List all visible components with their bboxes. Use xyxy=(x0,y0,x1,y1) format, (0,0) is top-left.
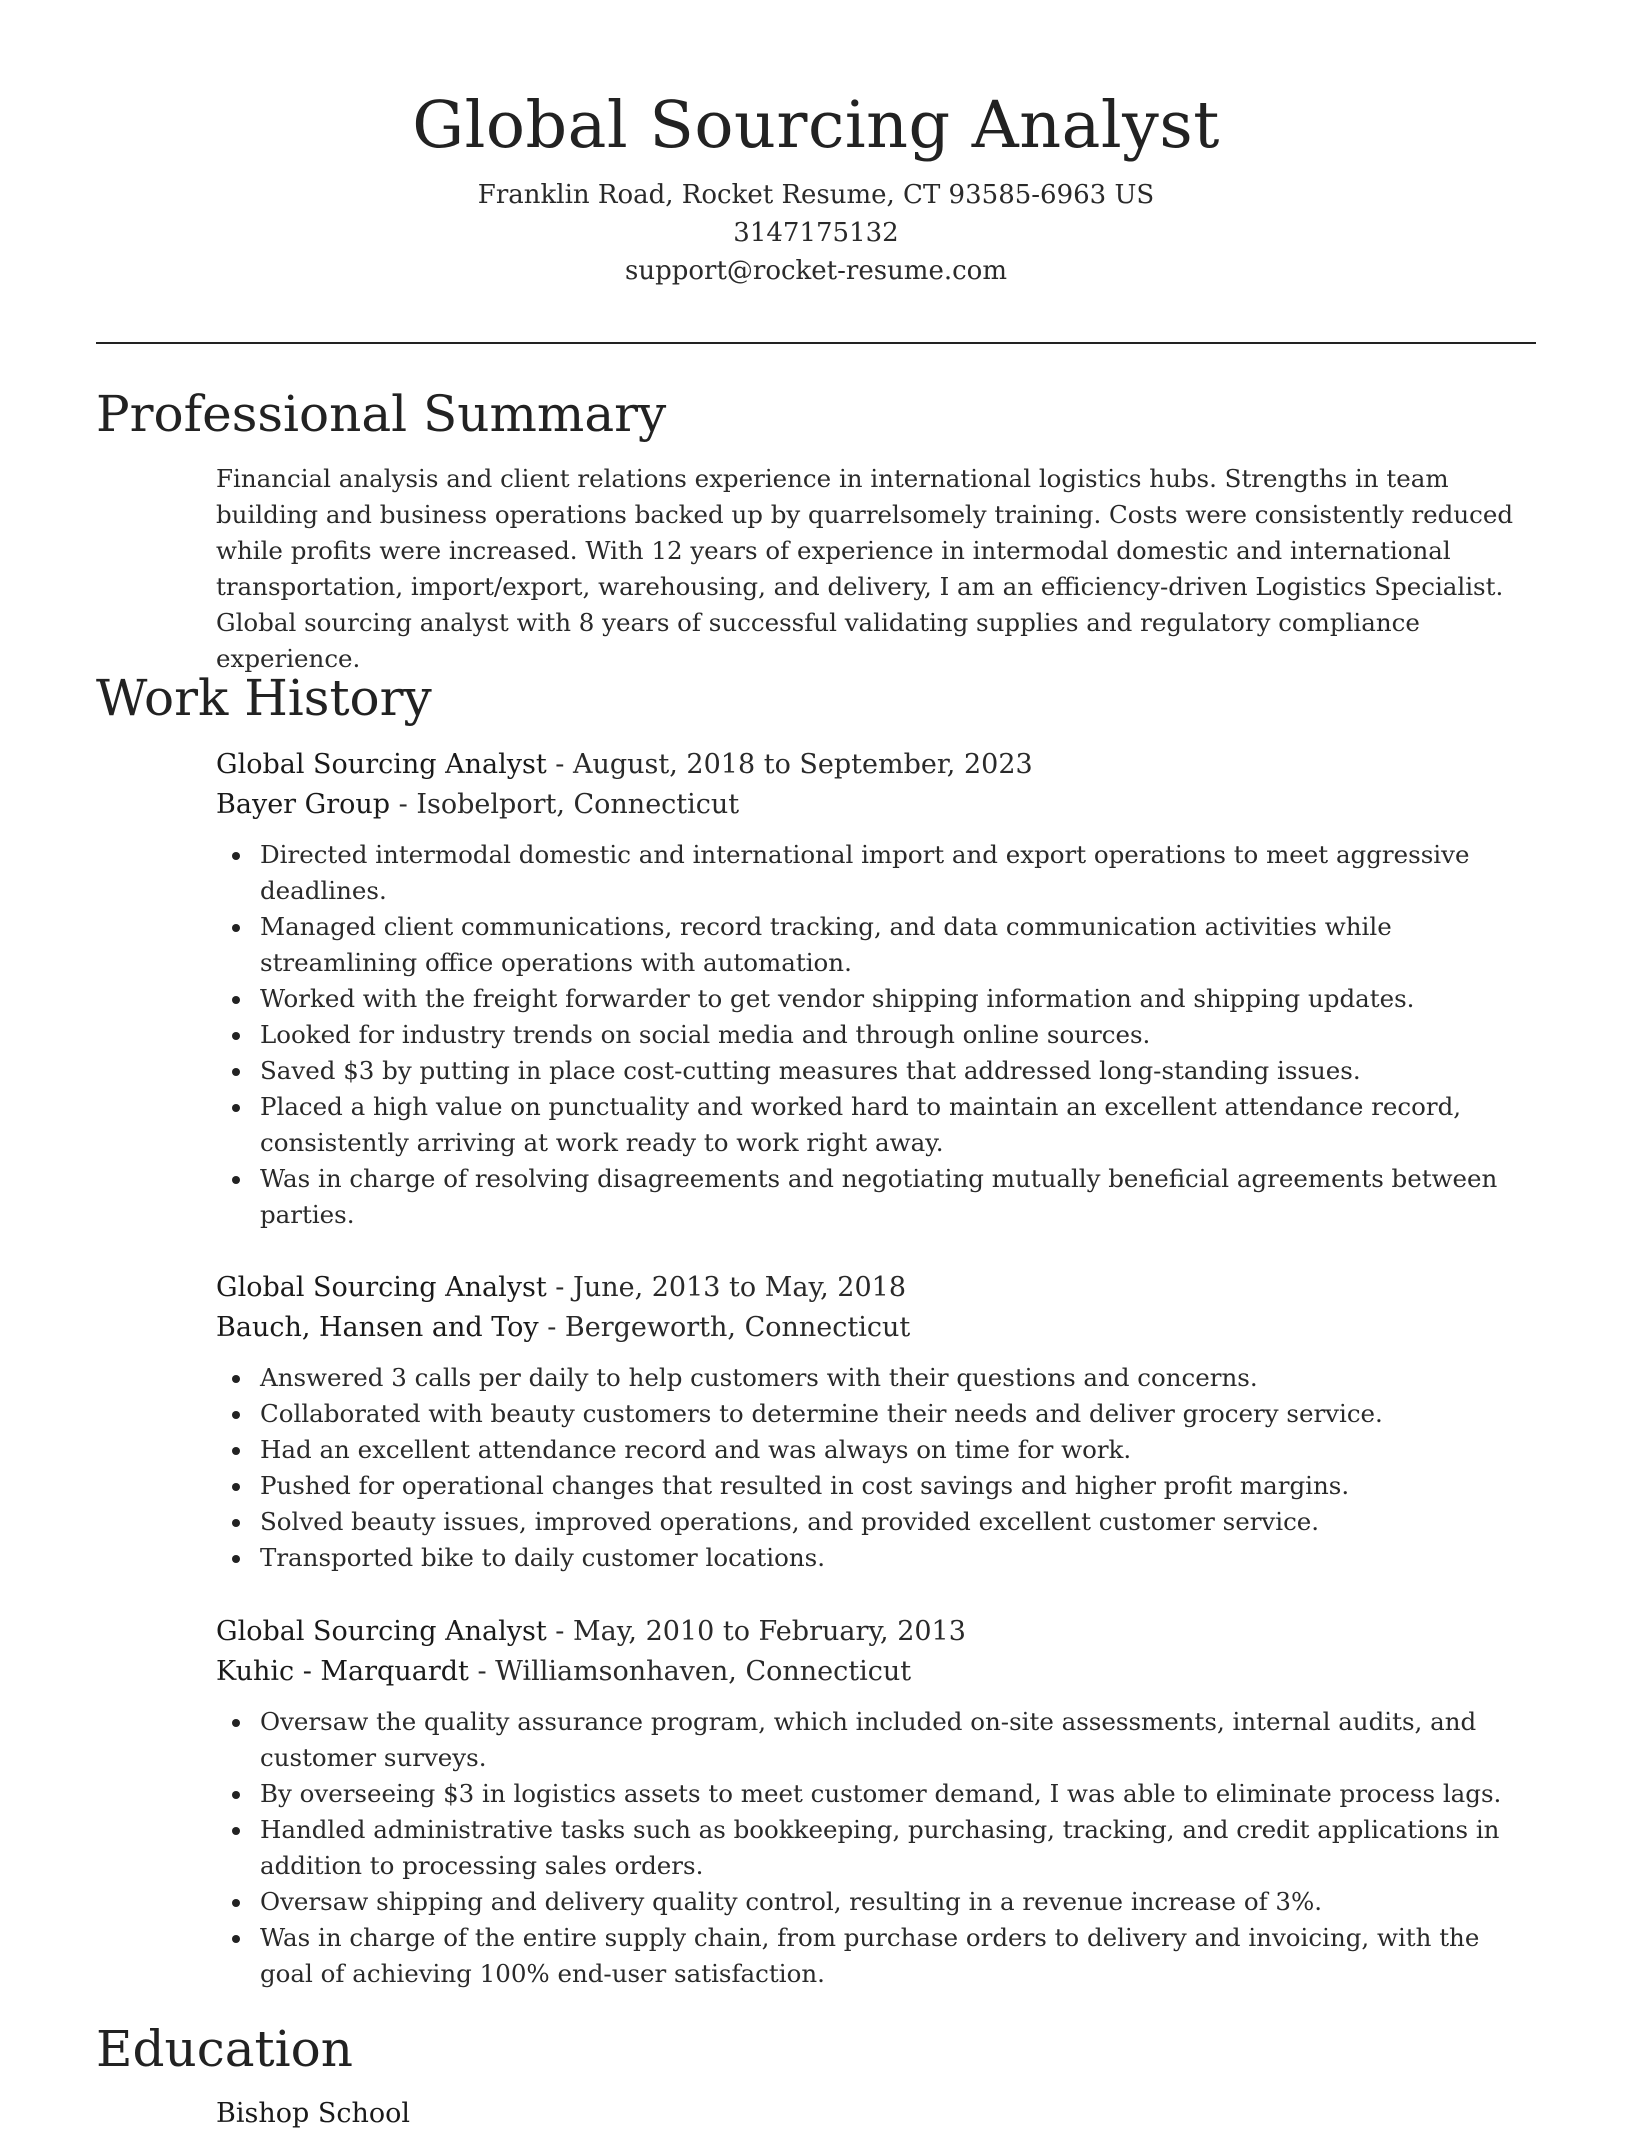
summary-text: Financial analysis and client relations experience in international logistics hubs. Strengths in team building and business operations backed up by quarrelsomely training. Costs were consistently reduced while profits were increased. With 12 years of experience in intermodal domestic and international transportation, import/export, warehousing, and delivery, I am an efficiency-driven Logistics Specialist. Global sourcing analyst with 8 years of successful validating supplies and regulatory compliance experience. xyxy=(216,464,1514,673)
job-title-line xyxy=(216,1612,1536,1652)
job-company: Kuhic - Marquardt xyxy=(216,1656,469,1687)
contact-email: support@rocket-resume.com xyxy=(624,256,1007,286)
job-bullets xyxy=(216,1704,1536,1992)
education-heading: Education xyxy=(96,2020,353,2078)
candidate-name: Global Sourcing Analyst xyxy=(412,88,1220,163)
job-bullet: Solved beauty issues, improved operations, and provided excellent customer service. xyxy=(260,1504,1536,1540)
job-title: Global Sourcing Analyst xyxy=(216,1616,547,1647)
job-dates: - May, 2010 to February, 2013 xyxy=(546,1616,966,1647)
header-divider xyxy=(96,342,1536,344)
job-bullets xyxy=(216,1360,1536,1576)
job-company: Bauch, Hansen and Toy xyxy=(216,1312,539,1343)
job-bullet: By overseeing $3 in logistics assets to meet customer demand, I was able to eliminate process lags. xyxy=(260,1776,1536,1812)
education-school: Bishop School xyxy=(216,2098,410,2129)
job-bullet: Saved $3 by putting in place cost-cutting measures that addressed long-standing issues. xyxy=(260,1053,1536,1089)
job-bullet: Was in charge of the entire supply chain, from purchase orders to delivery and invoicing, with the goal of achieving 100% end-user satisfaction. xyxy=(260,1920,1536,1992)
job-bullet: Had an excellent attendance record and was always on time for work. xyxy=(260,1432,1536,1468)
job-location: - Isobelport, Connecticut xyxy=(390,789,740,820)
job-title: Global Sourcing Analyst xyxy=(216,749,547,780)
job-location: - Williamsonhaven, Connecticut xyxy=(468,1656,912,1687)
job-bullet: Oversaw shipping and delivery quality control, resulting in a revenue increase of 3%. xyxy=(260,1884,1536,1920)
summary-heading: Professional Summary xyxy=(96,385,667,443)
job-bullet: Collaborated with beauty customers to determine their needs and deliver grocery service. xyxy=(260,1396,1536,1432)
job-bullet: Transported bike to daily customer locations. xyxy=(260,1540,1536,1576)
job-dates: - June, 2013 to May, 2018 xyxy=(546,1272,907,1303)
job-bullet: Worked with the freight forwarder to get vendor shipping information and shipping updates. xyxy=(260,981,1536,1017)
job-bullet: Oversaw the quality assurance program, which included on-site assessments, internal audits, and customer surveys. xyxy=(260,1704,1536,1776)
job-bullets xyxy=(216,837,1536,1233)
job-bullet: Managed client communications, record tracking, and data communication activities while streamlining office operations with automation. xyxy=(260,909,1536,981)
job-company-line xyxy=(216,1308,1536,1348)
job-entry xyxy=(216,745,1536,1233)
job-dates: - August, 2018 to September, 2023 xyxy=(546,749,1033,780)
job-bullet: Pushed for operational changes that resulted in cost savings and higher profit margins. xyxy=(260,1468,1536,1504)
job-bullet: Looked for industry trends on social media and through online sources. xyxy=(260,1017,1536,1053)
job-company: Bayer Group xyxy=(216,789,391,820)
job-bullet: Was in charge of resolving disagreements and negotiating mutually beneficial agreements between parties. xyxy=(260,1161,1536,1233)
job-bullet: Handled administrative tasks such as bookkeeping, purchasing, tracking, and credit applications in addition to processing sales orders. xyxy=(260,1812,1536,1884)
job-company-line xyxy=(216,785,1536,825)
contact-address: Franklin Road, Rocket Resume, CT 93585-6963 US xyxy=(477,180,1155,210)
job-title-line xyxy=(216,745,1536,785)
job-bullet: Directed intermodal domestic and international import and export operations to meet aggressive deadlines. xyxy=(260,837,1536,909)
work-history-heading: Work History xyxy=(96,669,432,727)
job-entry xyxy=(216,1612,1536,1992)
job-location: - Bergeworth, Connecticut xyxy=(538,1312,911,1343)
resume-header xyxy=(96,86,1536,290)
job-entry xyxy=(216,1268,1536,1576)
job-title-line xyxy=(216,1268,1536,1308)
contact-phone: 3147175132 xyxy=(733,218,899,248)
job-company-line xyxy=(216,1652,1536,1692)
job-bullet: Placed a high value on punctuality and worked hard to maintain an excellent attendance record, consistently arriving at work ready to work right away. xyxy=(260,1089,1536,1161)
contact-block xyxy=(96,176,1536,290)
job-title: Global Sourcing Analyst xyxy=(216,1272,547,1303)
job-bullet: Answered 3 calls per daily to help customers with their questions and concerns. xyxy=(260,1360,1536,1396)
